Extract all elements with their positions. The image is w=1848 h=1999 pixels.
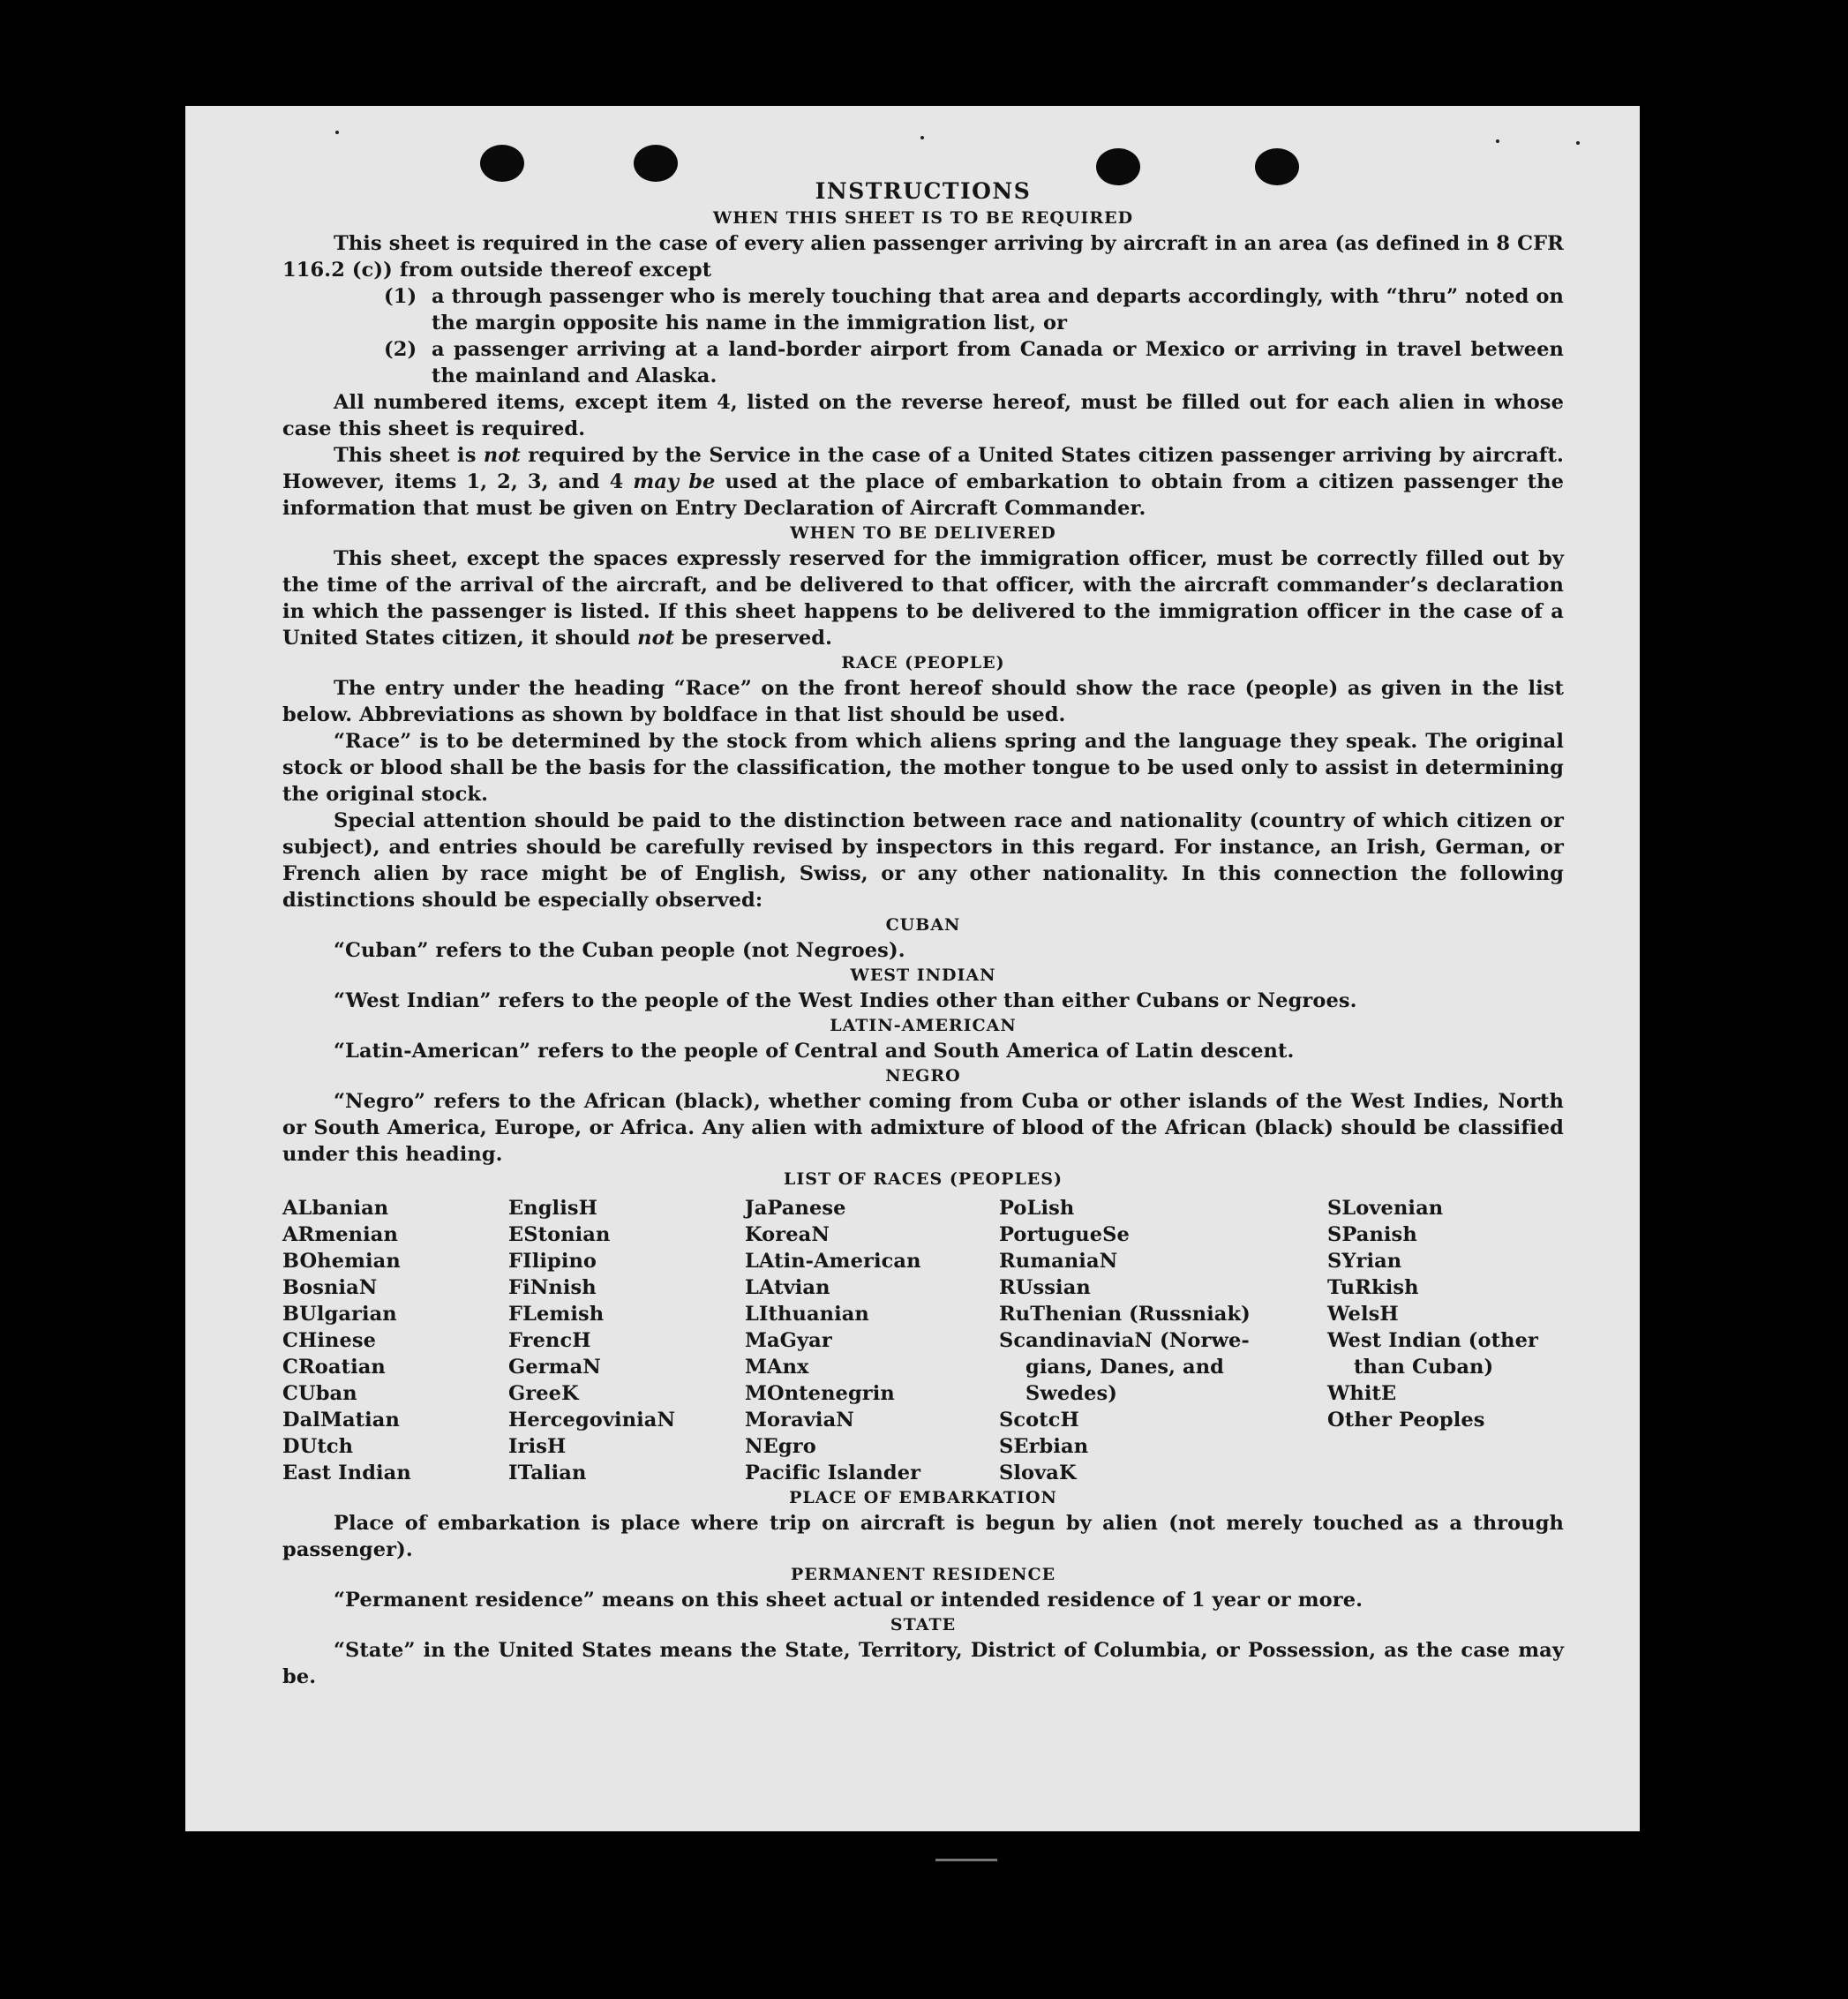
race-entry: WelsH bbox=[1327, 1303, 1399, 1326]
instructions-text bbox=[282, 177, 1564, 1690]
race-entry: BosniaN bbox=[282, 1276, 378, 1299]
race-entry: ScandinaviaN (Norwe- bbox=[999, 1329, 1250, 1352]
race-entry: MaGyar bbox=[745, 1329, 832, 1352]
race-entry: IrisH bbox=[508, 1435, 567, 1458]
race-entry: DalMatian bbox=[282, 1409, 400, 1432]
race-entry: ScotcH bbox=[999, 1409, 1079, 1432]
races-column bbox=[1327, 1195, 1564, 1486]
speck bbox=[335, 131, 339, 134]
heading-permanent-residence: PERMANENT RESIDENCE bbox=[790, 1565, 1056, 1584]
item-text: a through passenger who is merely touching that area and departs accordingly, with “thru” noted on the margin opposite his name in the immigration list, or bbox=[432, 285, 1564, 334]
paragraph-citizen: This sheet is not required by the Service in the case of a United States citizen passenger arriving by aircraft. However, items 1, 2, 3, and 4 may be used at the place of embarkation to obtain from a citizen passenger the information that must be given on Entry Declaration of Aircraft Commander. bbox=[282, 444, 1565, 520]
heading-state: STATE bbox=[890, 1615, 957, 1635]
race-entry: RumaniaN bbox=[999, 1250, 1118, 1273]
heading-place-of-embarkation: PLACE OF EMBARKATION bbox=[789, 1488, 1057, 1507]
race-entry: Swedes) bbox=[1025, 1382, 1117, 1405]
item-text: a passenger arriving at a land-border airport from Canada or Mexico or arriving in travel between the mainland and Alaska. bbox=[432, 338, 1564, 387]
race-entry: BUlgarian bbox=[282, 1303, 397, 1326]
races-column bbox=[745, 1195, 999, 1486]
scan-mark bbox=[935, 1859, 997, 1861]
race-entry: RUssian bbox=[999, 1276, 1091, 1299]
race-entry: PoLish bbox=[999, 1197, 1075, 1220]
race-entry: NEgro bbox=[745, 1435, 816, 1458]
heading-west-indian: WEST INDIAN bbox=[850, 966, 996, 985]
race-entry: FiNnish bbox=[508, 1276, 597, 1299]
race-entry: LIthuanian bbox=[745, 1303, 869, 1326]
race-entry: MoraviaN bbox=[745, 1409, 854, 1432]
race-entry: MOntenegrin bbox=[745, 1382, 895, 1405]
heading-cuban: CUBAN bbox=[885, 915, 961, 935]
paragraph-west-indian: “West Indian” refers to the people of the West Indies other than either Cubans or Negroes. bbox=[334, 989, 1357, 1012]
paragraph-intro: This sheet is required in the case of every alien passenger arriving by aircraft in an area (as defined in 8 CFR 116.2 (c)) from outside thereof except bbox=[282, 232, 1564, 282]
exception-item bbox=[384, 336, 1564, 389]
speck bbox=[920, 136, 924, 139]
race-entry: JaPanese bbox=[745, 1197, 846, 1220]
race-entry: than Cuban) bbox=[1354, 1356, 1494, 1379]
heading-negro: NEGRO bbox=[885, 1066, 961, 1086]
race-entry: BOhemian bbox=[282, 1250, 401, 1273]
race-entry: SlovaK bbox=[999, 1462, 1077, 1484]
speck bbox=[1576, 141, 1580, 145]
race-entry: EnglisH bbox=[508, 1197, 597, 1220]
item-number: (2) bbox=[384, 338, 417, 361]
race-entry: WhitE bbox=[1327, 1382, 1397, 1405]
paragraph-race-stock: “Race” is to be determined by the stock from which aliens spring and the language they speak. The original stock or blood shall be the basis for the classification, the mother tongue to be used only to assist in determining the original stock. bbox=[282, 730, 1564, 806]
document-sheet bbox=[185, 106, 1640, 1831]
race-entry: FLemish bbox=[508, 1303, 605, 1326]
race-entry: ALbanian bbox=[282, 1197, 389, 1220]
race-entry: CHinese bbox=[282, 1329, 377, 1352]
paragraph-state: “State” in the United States means the State, Territory, District of Columbia, or Possession, as the case may be. bbox=[282, 1639, 1564, 1688]
race-entry: LAtin-American bbox=[745, 1250, 921, 1273]
paragraph-race-nationality: Special attention should be paid to the distinction between race and nationality (country of which citizen or subject), and entries should be carefully revised by inspectors in this regard. For instance, an Irish, German, or French alien by race might be of English, Swiss, or any other nationality. In this connection the following distinctions should be especially observed: bbox=[282, 809, 1564, 912]
race-entry: ITalian bbox=[508, 1462, 587, 1484]
race-entry: Other Peoples bbox=[1327, 1409, 1485, 1432]
heading-when-delivered: WHEN TO BE DELIVERED bbox=[790, 523, 1056, 543]
race-entry: LAtvian bbox=[745, 1276, 830, 1299]
races-column bbox=[282, 1195, 508, 1486]
race-entry: SLovenian bbox=[1327, 1197, 1444, 1220]
paragraph-cuban: “Cuban” refers to the Cuban people (not Negroes). bbox=[334, 939, 905, 962]
race-entry: GermaN bbox=[508, 1356, 601, 1379]
race-entry: Pacific Islander bbox=[745, 1462, 921, 1484]
races-column bbox=[508, 1195, 745, 1486]
races-column bbox=[999, 1195, 1327, 1486]
race-entry: GreeK bbox=[508, 1382, 579, 1405]
paragraph-delivery: This sheet, except the spaces expressly reserved for the immigration officer, must be correctly filled out by the time of the arrival of the aircraft, and be delivered to that officer, with the aircraft commander’s declaration in which the passenger is listed. If this sheet happens to be delivered to the immigration officer in the case of a United States citizen, it should not be preserved. bbox=[282, 547, 1564, 650]
race-entry: FrencH bbox=[508, 1329, 591, 1352]
race-entry: East Indian bbox=[282, 1462, 411, 1484]
race-entry: West Indian (other bbox=[1327, 1329, 1538, 1352]
race-entry: HercegoviniaN bbox=[508, 1409, 676, 1432]
race-entry: MAnx bbox=[745, 1356, 809, 1379]
race-entry: TuRkish bbox=[1327, 1276, 1419, 1299]
race-entry: SYrian bbox=[1327, 1250, 1402, 1273]
race-entry: KoreaN bbox=[745, 1223, 830, 1246]
race-entry: EStonian bbox=[508, 1223, 611, 1246]
race-entry: PortugueSe bbox=[999, 1223, 1130, 1246]
document-title: INSTRUCTIONS bbox=[815, 178, 1032, 204]
race-entry: ARmenian bbox=[282, 1223, 398, 1246]
race-entry: FIlipino bbox=[508, 1250, 597, 1273]
paragraph-latin-american: “Latin-American” refers to the people of Central and South America of Latin descent. bbox=[334, 1040, 1295, 1063]
paragraph-embarkation: Place of embarkation is place where trip on aircraft is begun by alien (not merely touched as a through passenger). bbox=[282, 1512, 1564, 1561]
races-list bbox=[282, 1195, 1564, 1486]
race-entry: CRoatian bbox=[282, 1356, 386, 1379]
race-entry: RuThenian (Russniak) bbox=[999, 1303, 1251, 1326]
paragraph-numbered-items: All numbered items, except item 4, listed on the reverse hereof, must be filled out for each alien in whose case this sheet is required. bbox=[282, 391, 1564, 440]
paragraph-residence: “Permanent residence” means on this sheet actual or intended residence of 1 year or more. bbox=[334, 1589, 1363, 1612]
race-entry: gians, Danes, and bbox=[1025, 1356, 1225, 1379]
paragraph-race-entry: The entry under the heading “Race” on the front hereof should show the race (people) as given in the list below. Abbreviations as shown by boldface in that list should be used. bbox=[282, 677, 1564, 726]
heading-when-required: WHEN THIS SHEET IS TO BE REQUIRED bbox=[712, 208, 1134, 228]
item-number: (1) bbox=[384, 285, 417, 308]
heading-list-of-races: LIST OF RACES (PEOPLES) bbox=[784, 1169, 1063, 1189]
race-entry: CUban bbox=[282, 1382, 357, 1405]
paragraph-negro: “Negro” refers to the African (black), whether coming from Cuba or other islands of the West Indies, North or South America, Europe, or Africa. Any alien with admixture of blood of the African (black) should be classified under this heading. bbox=[282, 1090, 1564, 1166]
heading-latin-american: LATIN-AMERICAN bbox=[830, 1016, 1017, 1035]
exception-item bbox=[384, 283, 1564, 336]
speck bbox=[1496, 139, 1499, 143]
race-entry: SPanish bbox=[1327, 1223, 1417, 1246]
heading-race: RACE (PEOPLE) bbox=[841, 653, 1005, 673]
race-entry: DUtch bbox=[282, 1435, 354, 1458]
race-entry: SErbian bbox=[999, 1435, 1089, 1458]
